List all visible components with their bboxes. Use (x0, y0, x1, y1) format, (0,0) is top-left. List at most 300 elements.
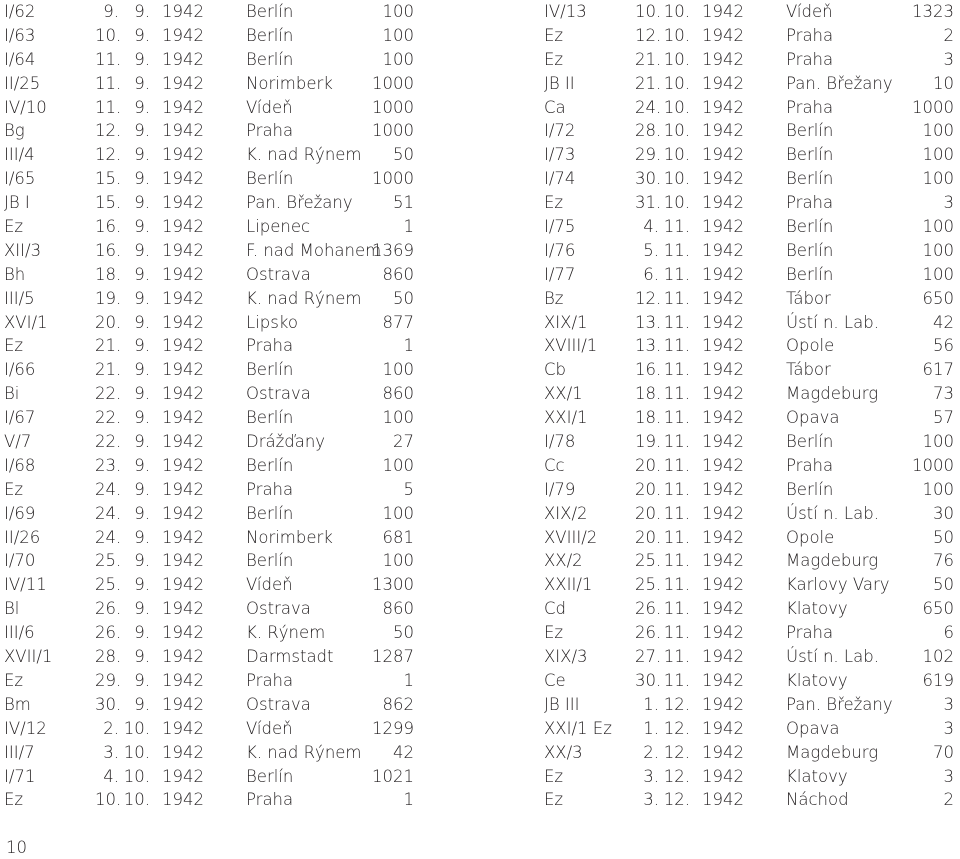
person-count: 30 (933, 503, 954, 523)
person-count: 5 (403, 479, 414, 499)
person-count: 102 (922, 647, 954, 667)
date-month: 11. (663, 217, 690, 237)
destination-city: Berlín (786, 432, 834, 452)
table-row (4, 526, 416, 550)
transport-code: II/26 (4, 527, 41, 547)
person-count: 100 (922, 169, 954, 189)
table-row (4, 119, 416, 143)
destination-city: Berlín (246, 551, 294, 571)
table-row (4, 717, 416, 741)
destination-city: Ostrava (246, 694, 311, 714)
date-day: 24. (95, 527, 122, 547)
transport-list-right (544, 0, 956, 812)
page-number: 10 (6, 838, 27, 857)
destination-city: Lipenec (246, 217, 311, 237)
table-row (544, 334, 956, 358)
transport-code: Bg (4, 121, 25, 141)
date-month: 11. (663, 240, 690, 260)
date-year: 1942 (702, 2, 744, 21)
date-year: 1942 (702, 575, 744, 595)
table-row (4, 549, 416, 573)
transport-code: XVIII/2 (544, 527, 598, 547)
date-month: 9. (134, 145, 150, 165)
destination-city: K. nad Rýnem (246, 742, 362, 762)
person-count: 1 (403, 217, 414, 237)
date-month: 10. (663, 2, 690, 21)
date-day: 2. (103, 718, 119, 738)
date-year: 1942 (702, 623, 744, 643)
transport-code: Ez (544, 25, 564, 45)
transport-code: II/25 (4, 73, 41, 93)
date-year: 1942 (702, 193, 744, 213)
date-day: 29. (95, 670, 122, 690)
date-day: 24. (95, 479, 122, 499)
person-count: 1287 (372, 647, 414, 667)
person-count: 1000 (372, 73, 414, 93)
transport-code: I/65 (4, 169, 36, 189)
destination-city: Berlín (786, 145, 834, 165)
person-count: 617 (922, 360, 954, 380)
table-row (544, 382, 956, 406)
person-count: 50 (393, 623, 414, 643)
date-day: 30. (635, 169, 662, 189)
table-row (4, 454, 416, 478)
date-year: 1942 (162, 551, 204, 571)
transport-code: XII/3 (4, 240, 42, 260)
date-month: 9. (134, 193, 150, 213)
date-month: 11. (663, 264, 690, 284)
table-row (4, 693, 416, 717)
table-row (4, 741, 416, 765)
table-row (544, 287, 956, 311)
date-year: 1942 (162, 169, 204, 189)
table-row (544, 239, 956, 263)
destination-city: Praha (786, 25, 834, 45)
date-day: 20. (95, 312, 122, 332)
destination-city: Berlín (246, 2, 294, 21)
date-day: 6. (643, 264, 659, 284)
date-day: 24. (95, 503, 122, 523)
person-count: 1 (403, 336, 414, 356)
date-month: 11. (663, 288, 690, 308)
date-day: 3. (643, 766, 659, 786)
date-month: 10. (123, 790, 150, 810)
transport-code: III/4 (4, 145, 35, 165)
date-year: 1942 (702, 718, 744, 738)
destination-city: Ústí n. Lab. (786, 647, 879, 667)
date-day: 10. (95, 790, 122, 810)
destination-city: Berlín (786, 240, 834, 260)
transport-code: IV/12 (4, 718, 47, 738)
date-month: 11. (663, 551, 690, 571)
date-year: 1942 (702, 312, 744, 332)
date-month: 9. (134, 288, 150, 308)
date-year: 1942 (162, 647, 204, 667)
person-count: 877 (382, 312, 414, 332)
date-year: 1942 (162, 336, 204, 356)
destination-city: Berlín (246, 169, 294, 189)
date-year: 1942 (162, 599, 204, 619)
transport-code: XIX/1 (544, 312, 588, 332)
person-count: 57 (933, 408, 954, 428)
person-count: 76 (933, 551, 954, 571)
date-day: 12. (635, 288, 662, 308)
transport-code: I/64 (4, 49, 36, 69)
table-row (4, 167, 416, 191)
destination-city: Klatovy (786, 599, 848, 619)
date-day: 21. (635, 73, 662, 93)
destination-city: Ostrava (246, 384, 311, 404)
table-row (544, 645, 956, 669)
transport-code: Cd (544, 599, 566, 619)
destination-city: Pan. Břežany (246, 193, 353, 213)
destination-city: Praha (246, 670, 294, 690)
date-day: 3. (103, 742, 119, 762)
person-count: 100 (922, 145, 954, 165)
date-day: 20. (635, 479, 662, 499)
date-month: 11. (663, 312, 690, 332)
table-row (4, 621, 416, 645)
date-day: 1. (643, 718, 659, 738)
date-month: 11. (663, 670, 690, 690)
table-row (4, 502, 416, 526)
table-row (544, 765, 956, 789)
date-day: 12. (95, 145, 122, 165)
transport-code: III/7 (4, 742, 35, 762)
date-year: 1942 (702, 455, 744, 475)
person-count: 100 (382, 503, 414, 523)
date-month: 10. (663, 73, 690, 93)
transport-code: I/68 (4, 455, 36, 475)
transport-code: I/79 (544, 479, 576, 499)
date-year: 1942 (162, 288, 204, 308)
table-row (544, 311, 956, 335)
destination-city: Lipsko (246, 312, 298, 332)
transport-code: Ez (544, 623, 564, 643)
date-year: 1942 (702, 336, 744, 356)
transport-code: JB III (544, 694, 580, 714)
table-row (4, 48, 416, 72)
date-month: 11. (663, 336, 690, 356)
destination-city: Darmstadt (246, 647, 334, 667)
destination-city: F. nad Mohanem (246, 240, 382, 260)
destination-city: Opole (786, 336, 835, 356)
table-row (4, 191, 416, 215)
person-count: 2 (943, 25, 954, 45)
table-row (4, 669, 416, 693)
date-month: 11. (663, 647, 690, 667)
date-month: 9. (134, 169, 150, 189)
transport-code: JB I (4, 193, 30, 213)
transport-code: I/66 (4, 360, 36, 380)
date-month: 9. (134, 670, 150, 690)
date-day: 11. (95, 73, 122, 93)
date-day: 20. (635, 455, 662, 475)
destination-city: Vídeň (786, 2, 833, 21)
date-year: 1942 (162, 49, 204, 69)
date-day: 3. (643, 790, 659, 810)
destination-city: Opava (786, 408, 840, 428)
destination-city: Norimberk (246, 73, 333, 93)
date-month: 9. (134, 264, 150, 284)
destination-city: Praha (786, 193, 834, 213)
date-day: 30. (635, 670, 662, 690)
date-year: 1942 (162, 217, 204, 237)
table-row (544, 741, 956, 765)
date-month: 11. (663, 623, 690, 643)
date-day: 19. (635, 432, 662, 452)
table-row (544, 167, 956, 191)
date-month: 11. (663, 479, 690, 499)
date-day: 22. (95, 384, 122, 404)
date-year: 1942 (162, 97, 204, 117)
destination-city: Magdeburg (786, 384, 879, 404)
destination-city: Magdeburg (786, 551, 879, 571)
table-row (544, 191, 956, 215)
date-month: 9. (134, 575, 150, 595)
date-day: 22. (95, 408, 122, 428)
destination-city: K. nad Rýnem (246, 145, 362, 165)
table-row (4, 72, 416, 96)
person-count: 860 (382, 384, 414, 404)
date-year: 1942 (702, 360, 744, 380)
transport-code: I/63 (4, 25, 36, 45)
transport-code: I/78 (544, 432, 576, 452)
transport-code: Cc (544, 455, 565, 475)
table-row (544, 48, 956, 72)
date-year: 1942 (162, 312, 204, 332)
transport-code: III/5 (4, 288, 35, 308)
table-row (544, 406, 956, 430)
date-year: 1942 (162, 384, 204, 404)
destination-city: Berlín (246, 503, 294, 523)
date-year: 1942 (162, 73, 204, 93)
date-month: 9. (134, 527, 150, 547)
person-count: 862 (382, 694, 414, 714)
date-year: 1942 (162, 145, 204, 165)
date-month: 10. (663, 193, 690, 213)
date-day: 10. (635, 2, 662, 21)
date-year: 1942 (162, 25, 204, 45)
date-day: 1. (643, 694, 659, 714)
table-row (544, 215, 956, 239)
table-row (4, 215, 416, 239)
date-day: 26. (635, 623, 662, 643)
transport-code: I/74 (544, 169, 576, 189)
destination-city: Praha (246, 336, 294, 356)
table-row (544, 717, 956, 741)
date-month: 9. (134, 336, 150, 356)
date-day: 11. (95, 49, 122, 69)
destination-city: Berlín (786, 264, 834, 284)
date-day: 11. (95, 97, 122, 117)
person-count: 100 (922, 264, 954, 284)
table-row (4, 24, 416, 48)
destination-city: Vídeň (246, 718, 293, 738)
date-day: 25. (95, 551, 122, 571)
transport-code: XXI/1 (544, 408, 588, 428)
person-count: 650 (922, 599, 954, 619)
person-count: 100 (922, 217, 954, 237)
date-day: 21. (95, 336, 122, 356)
date-month: 11. (663, 432, 690, 452)
date-year: 1942 (162, 527, 204, 547)
table-row (4, 334, 416, 358)
date-day: 13. (635, 336, 662, 356)
date-year: 1942 (162, 742, 204, 762)
date-month: 9. (134, 240, 150, 260)
destination-city: Náchod (786, 790, 849, 810)
date-day: 12. (95, 121, 122, 141)
date-year: 1942 (702, 432, 744, 452)
date-year: 1942 (702, 97, 744, 117)
person-count: 1299 (372, 718, 414, 738)
destination-city: Karlovy Vary (786, 575, 890, 595)
date-year: 1942 (702, 670, 744, 690)
transport-code: I/71 (4, 766, 36, 786)
date-month: 9. (134, 384, 150, 404)
person-count: 2 (943, 790, 954, 810)
transport-code: XX/2 (544, 551, 583, 571)
date-year: 1942 (702, 647, 744, 667)
date-day: 25. (95, 575, 122, 595)
table-row (4, 96, 416, 120)
destination-city: Praha (786, 623, 834, 643)
person-count: 42 (933, 312, 954, 332)
date-year: 1942 (162, 623, 204, 643)
date-year: 1942 (162, 790, 204, 810)
table-row (544, 263, 956, 287)
date-day: 25. (635, 551, 662, 571)
date-month: 9. (134, 121, 150, 141)
destination-city: Berlín (786, 479, 834, 499)
date-day: 18. (635, 408, 662, 428)
date-year: 1942 (702, 25, 744, 45)
person-count: 50 (393, 288, 414, 308)
date-day: 28. (635, 121, 662, 141)
destination-city: Berlín (246, 766, 294, 786)
transport-code: I/69 (4, 503, 36, 523)
person-count: 100 (382, 551, 414, 571)
date-day: 16. (95, 217, 122, 237)
destination-city: Berlín (246, 49, 294, 69)
date-year: 1942 (702, 742, 744, 762)
date-month: 11. (663, 455, 690, 475)
transport-code: XVII/1 (4, 647, 53, 667)
date-year: 1942 (702, 49, 744, 69)
date-year: 1942 (162, 360, 204, 380)
person-count: 42 (393, 742, 414, 762)
transport-code: XVIII/1 (544, 336, 598, 356)
date-year: 1942 (162, 575, 204, 595)
date-month: 10. (123, 766, 150, 786)
date-year: 1942 (162, 718, 204, 738)
person-count: 650 (922, 288, 954, 308)
date-month: 12. (663, 742, 690, 762)
destination-city: Vídeň (246, 97, 293, 117)
date-month: 11. (663, 527, 690, 547)
transport-code: Ez (544, 790, 564, 810)
person-count: 100 (382, 49, 414, 69)
date-year: 1942 (702, 384, 744, 404)
table-row (4, 788, 416, 812)
table-row (4, 478, 416, 502)
transport-code: Bh (4, 264, 26, 284)
date-year: 1942 (702, 145, 744, 165)
person-count: 100 (382, 408, 414, 428)
table-row (544, 24, 956, 48)
transport-code: I/75 (544, 217, 576, 237)
date-day: 26. (95, 599, 122, 619)
date-month: 9. (134, 599, 150, 619)
person-count: 100 (922, 479, 954, 499)
person-count: 1323 (912, 2, 954, 21)
table-row (4, 143, 416, 167)
destination-city: Berlín (246, 25, 294, 45)
transport-code: Ca (544, 97, 566, 117)
date-month: 10. (663, 49, 690, 69)
transport-code: I/70 (4, 551, 36, 571)
date-month: 9. (134, 73, 150, 93)
person-count: 1000 (912, 455, 954, 475)
transport-code: III/6 (4, 623, 35, 643)
date-month: 10. (123, 742, 150, 762)
transport-code: Bm (4, 694, 31, 714)
transport-code: V/7 (4, 432, 32, 452)
table-row (544, 96, 956, 120)
transport-code: JB II (544, 73, 575, 93)
table-row (544, 478, 956, 502)
destination-city: Praha (786, 455, 834, 475)
date-day: 9. (103, 2, 119, 21)
person-count: 100 (382, 2, 414, 21)
person-count: 56 (933, 336, 954, 356)
destination-city: Berlín (246, 455, 294, 475)
table-row (4, 239, 416, 263)
person-count: 100 (922, 432, 954, 452)
destination-city: Vídeň (246, 575, 293, 595)
date-day: 21. (635, 49, 662, 69)
date-month: 12. (663, 694, 690, 714)
destination-city: K. nad Rýnem (246, 288, 362, 308)
destination-city: Berlín (246, 360, 294, 380)
transport-code: XX/1 (544, 384, 583, 404)
date-year: 1942 (162, 694, 204, 714)
destination-city: Pan. Břežany (786, 73, 893, 93)
date-month: 11. (663, 575, 690, 595)
date-day: 29. (635, 145, 662, 165)
date-day: 16. (635, 360, 662, 380)
person-count: 3 (943, 718, 954, 738)
person-count: 3 (943, 694, 954, 714)
date-day: 24. (635, 97, 662, 117)
person-count: 1021 (372, 766, 414, 786)
date-year: 1942 (702, 408, 744, 428)
transport-code: Ez (544, 766, 564, 786)
person-count: 1 (403, 670, 414, 690)
date-month: 9. (134, 25, 150, 45)
date-day: 15. (95, 169, 122, 189)
date-month: 12. (663, 718, 690, 738)
transport-code: Ce (544, 670, 566, 690)
date-year: 1942 (702, 240, 744, 260)
date-day: 20. (635, 527, 662, 547)
table-row (544, 526, 956, 550)
destination-city: Ústí n. Lab. (786, 312, 879, 332)
destination-city: Praha (786, 49, 834, 69)
transport-code: IV/10 (4, 97, 47, 117)
transport-code: Ez (4, 790, 24, 810)
